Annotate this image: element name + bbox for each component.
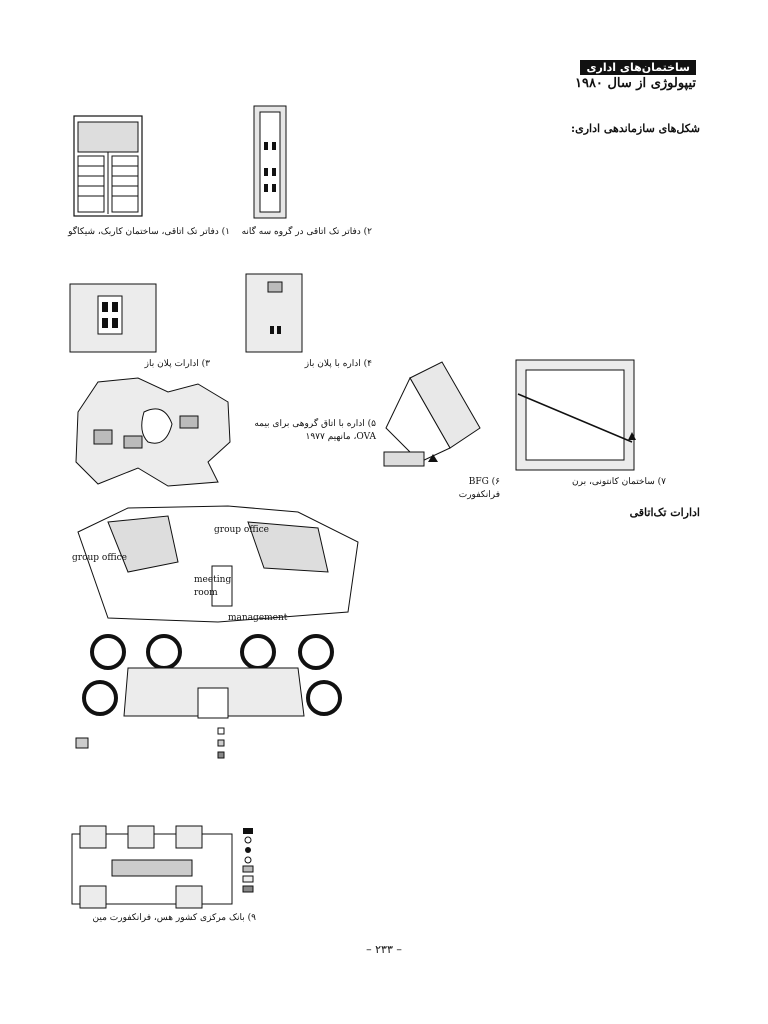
section-2-heading: ادارات تک‌اتاقی <box>629 506 700 519</box>
management-label: management <box>228 613 288 623</box>
meeting-label: meeting room <box>194 575 232 598</box>
page-number: – ۲۳۳ – <box>366 943 402 956</box>
figure-9-legend <box>242 826 256 896</box>
figure-5-caption: ۵) اداره با اتاق گروهی برای بیمه OVA، مانهیم ۱۹۷۷ <box>254 419 376 442</box>
figure-7-caption: ۷) ساختمان کانتونی، برن <box>572 477 666 487</box>
figure-4 <box>244 272 304 354</box>
figure-8-upper <box>68 502 368 626</box>
figure-7 <box>512 356 638 474</box>
figure-1 <box>68 108 148 220</box>
figure-5 <box>68 372 238 490</box>
group-office-label-2: group office <box>214 525 269 535</box>
header-title: تیپولوژی از سال ۱۹۸۰ <box>574 76 696 91</box>
figure-3-caption: ۳) ادارات پلان باز <box>144 359 210 369</box>
group-office-label-1: group office <box>72 553 127 563</box>
figure-2 <box>240 104 300 220</box>
figure-8-lower <box>68 628 358 768</box>
figure-2-caption: ۲) دفاتر تک اتاقی در گروه سه گانه <box>241 227 372 237</box>
section-1-heading: شکل‌های سازماندهی اداری: <box>571 122 700 135</box>
figure-4-caption: ۴) اداره با پلان باز <box>304 359 372 369</box>
figure-3 <box>68 282 158 354</box>
figure-9-caption: ۹) بانک مرکزی کشور هس، فرانکفورت مین <box>92 913 256 923</box>
figure-6-caption: ۶) BFG فرانکفورت <box>458 477 500 500</box>
figure-1-caption: ۱) دفاتر تک اتاقی، ساختمان کاربک، شیکاگو <box>68 227 230 237</box>
figure-6 <box>380 358 484 476</box>
figure-9 <box>68 824 238 912</box>
header-tag: ساختمان‌های اداری <box>580 60 696 75</box>
